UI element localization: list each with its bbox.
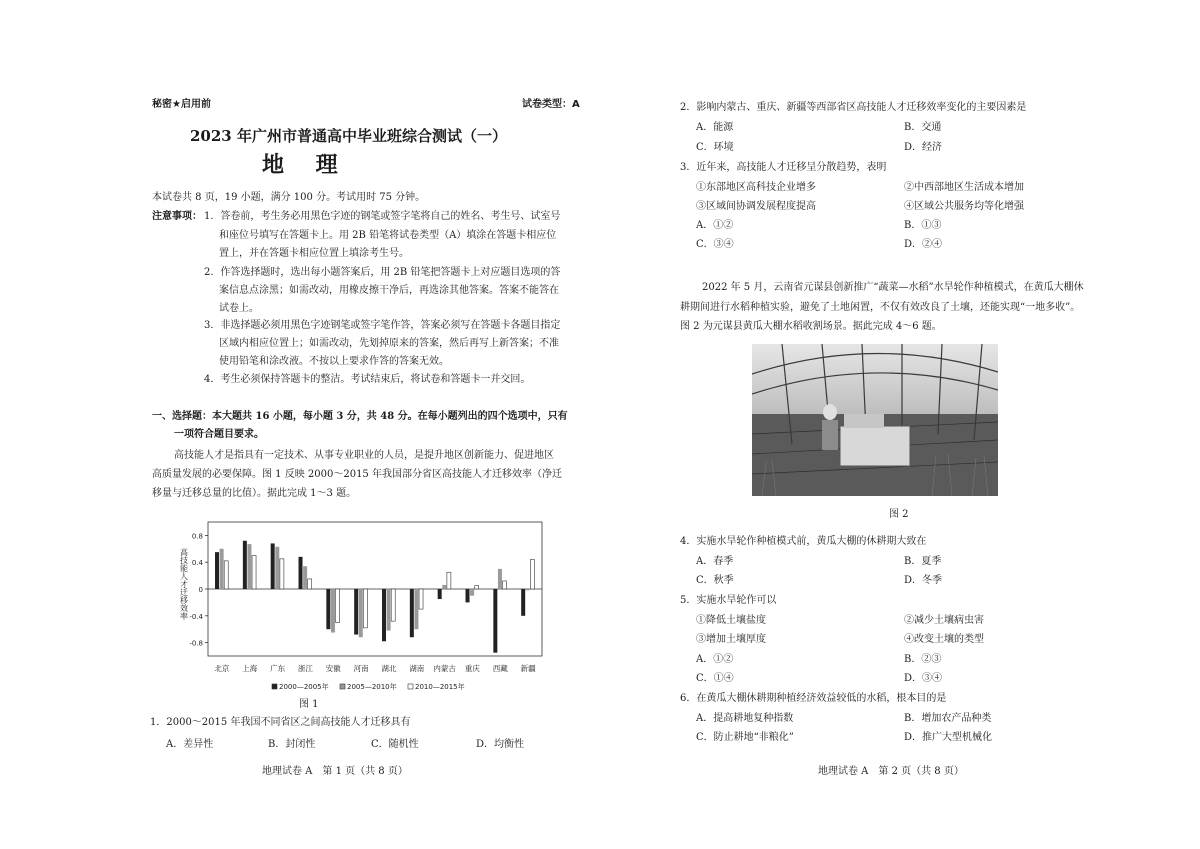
y-tick-label: 0 (198, 586, 203, 594)
q4-option-b: B．夏季 (904, 556, 942, 567)
bar-上海-series-3 (252, 556, 256, 590)
bar-上海-series-2 (247, 544, 251, 589)
note-line: 区域内相应位置上；如需改动，先划掉原来的答案，然后再写上新答案；不准 (219, 338, 559, 349)
q5-option-d: D．③④ (904, 673, 943, 684)
legend-swatch (408, 684, 413, 689)
bar-广东-series-1 (271, 543, 275, 589)
bar-广东-series-3 (280, 559, 284, 589)
note-line: 使用铅笔和涂改液。不按以上要求作答的答案无效。 (219, 356, 449, 367)
question-5: 5．实施水旱轮作可以 (680, 595, 777, 606)
question-6: 6．在黄瓜大棚休耕期种植经济效益较低的水稻，根本目的是 (680, 693, 947, 704)
bar-湖北-series-1 (382, 589, 386, 641)
y-tick-label: 0.8 (191, 532, 203, 541)
bar-湖南-series-3 (419, 589, 423, 609)
q6-option-c: C．防止耕地“非粮化” (696, 732, 794, 743)
bar-北京-series-2 (220, 549, 224, 589)
question-1: 1．2000～2015 年我国不同省区之间高技能人才迁移具有 (150, 717, 411, 728)
q3-option-b: B．①③ (904, 220, 942, 231)
passage-line: 高技能人才是指具有一定技术、从事专业职业的人员，是提升地区创新能力、促进地区 (174, 450, 554, 461)
note-line: 置上，并在答题卡相应位置上填涂考生号。 (219, 248, 409, 259)
figure-1-caption: 图 1 (299, 699, 319, 710)
passage-line: 2022 年 5 月，云南省元谋县创新推广“蔬菜—水稻”水旱轮作种植模式，在黄瓜大棚休 (702, 282, 1084, 293)
note-line: 案信息点涂黑；如需改动，用橡皮擦干净后，再选涂其他答案。答案不能答在 (219, 285, 559, 296)
q1-option-b: B．封闭性 (268, 739, 316, 750)
q3-item-2: ②中西部地区生活成本增加 (904, 182, 1024, 193)
q5-option-a: A．①② (696, 654, 734, 665)
q3-option-a: A．①② (696, 220, 734, 231)
q4-option-a: A．春季 (696, 556, 734, 567)
note-line: 和座位号填写在答题卡上。用 2B 铅笔将试卷类型（A）填涂在答题卡相应位 (219, 230, 557, 241)
category-label: 新疆 (520, 664, 536, 673)
note-line: 4．考生必须保持答题卡的整洁。考试结束后，将试卷和答题卡一并交回。 (204, 374, 531, 385)
legend-swatch (272, 684, 277, 689)
bar-内蒙古-series-2 (442, 585, 446, 589)
bar-新疆-series-3 (530, 560, 534, 589)
category-label: 上海 (242, 664, 258, 673)
q2-option-b: B．交通 (904, 122, 942, 133)
bar-新疆-series-1 (521, 589, 525, 616)
category-label: 浙江 (297, 664, 313, 673)
q1-option-c: C．随机性 (371, 739, 419, 750)
q5-option-c: C．①④ (696, 673, 734, 684)
bar-内蒙古-series-3 (447, 572, 451, 589)
bar-西藏-series-2 (498, 569, 502, 589)
passage-line: 移量与迁移总量的比值）。据此完成 1～3 题。 (152, 488, 357, 499)
confidential-mark: 秘密★启用前 (152, 99, 211, 110)
y-tick-label: -0.8 (189, 639, 203, 648)
bar-重庆-series-3 (475, 586, 479, 589)
bar-内蒙古-series-1 (438, 589, 442, 599)
q3-option-d: D．②④ (904, 239, 943, 250)
passage-line: 耕期间进行水稻种植实验，避免了土地闲置，不仅有效改良了土壤，还能实现“一地多收”。 (680, 302, 1081, 313)
q5-item-3: ③增加土壤厚度 (696, 634, 766, 645)
q3-item-1: ①东部地区高科技企业增多 (696, 182, 816, 193)
bar-北京-series-1 (215, 552, 219, 589)
passage-line: 图 2 为元谋县黄瓜大棚水稻收割场景。据此完成 4～6 题。 (680, 321, 942, 332)
bar-新疆-series-2 (526, 589, 530, 590)
page-footer: 地理试卷 A 第 1 页（共 8 页） (262, 766, 408, 777)
chart-legend (272, 682, 465, 691)
category-label: 北京 (214, 664, 230, 673)
question-2: 2．影响内蒙古、重庆、新疆等西部省区高技能人才迁移效率变化的主要因素是 (680, 102, 1027, 113)
q6-option-b: B．增加农产品种类 (904, 713, 992, 724)
category-label: 湖北 (381, 664, 397, 673)
category-label: 广东 (270, 664, 286, 673)
q5-item-2: ②减少土壤病虫害 (904, 615, 984, 626)
q3-item-4: ④区域公共服务均等化增强 (904, 201, 1024, 212)
bar-湖南-series-1 (410, 589, 414, 637)
bar-安徽-series-1 (326, 589, 330, 629)
y-tick-label: -0.4 (189, 612, 203, 621)
legend-label: 2000—2005年 (279, 683, 329, 691)
legend-label: 2010—2015年 (415, 683, 465, 691)
passage-line: 高质量发展的必要保障。图 1 反映 2000～2015 年我国部分省区高技能人才迁移效率（净迁 (152, 469, 562, 480)
bar-安徽-series-2 (331, 589, 335, 633)
question-4: 4．实施水旱轮作种植模式前，黄瓜大棚的休耕期大致在 (680, 536, 927, 547)
bar-重庆-series-2 (470, 589, 474, 596)
migration-efficiency-chart (170, 518, 560, 696)
q5-item-1: ①降低土壤盐度 (696, 615, 766, 626)
category-label: 河南 (353, 664, 369, 673)
page-footer: 地理试卷 A 第 2 页（共 8 页） (818, 766, 964, 777)
bar-北京-series-3 (224, 561, 228, 589)
bar-西藏-series-1 (493, 589, 497, 653)
greenhouse-photo (752, 344, 998, 496)
bar-安徽-series-3 (336, 589, 340, 623)
q6-option-a: A．提高耕地复种指数 (696, 713, 794, 724)
legend-swatch (340, 684, 345, 689)
category-label: 安徽 (325, 664, 341, 673)
bar-浙江-series-3 (308, 579, 312, 589)
q4-option-d: D．冬季 (904, 575, 943, 586)
section-heading-cont: 一项符合题目要求。 (174, 429, 264, 440)
bar-上海-series-1 (243, 541, 247, 589)
note-line: 2．作答选择题时，选出每小题答案后，用 2B 铅笔把答题卡上对应题目选项的答 (204, 267, 561, 278)
paper-type: 试卷类型：A (522, 99, 580, 110)
bar-浙江-series-1 (299, 557, 303, 589)
q5-option-b: B．②③ (904, 654, 942, 665)
bar-湖北-series-3 (391, 589, 395, 621)
category-label: 重庆 (464, 664, 480, 673)
bar-湖北-series-2 (387, 589, 391, 631)
q3-option-c: C．③④ (696, 239, 734, 250)
q2-option-d: D．经济 (904, 142, 943, 153)
note-line: 3．非选择题必须用黑色字迹钢笔或签字笔作答，答案必须写在答题卡各题目指定 (204, 320, 561, 331)
q2-option-c: C．环境 (696, 142, 734, 153)
q2-option-a: A．能源 (696, 122, 734, 133)
figure-2-caption: 图 2 (889, 509, 909, 520)
bar-西藏-series-3 (503, 581, 507, 589)
section-heading: 一、选择题：本大题共 16 小题，每小题 3 分，共 48 分。在每小题列出的四个选项中，只有 (152, 411, 568, 422)
bar-重庆-series-1 (466, 589, 470, 602)
q3-item-3: ③区域间协调发展程度提高 (696, 201, 816, 212)
q6-option-d: D．推广大型机械化 (904, 732, 993, 743)
note-line: 1．答卷前，考生务必用黑色字迹的钢笔或签字笔将自己的姓名、考生号、试室号 (204, 211, 561, 222)
q1-option-d: D．均衡性 (476, 739, 525, 750)
bar-浙江-series-2 (303, 566, 307, 589)
notes-label: 注意事项： (152, 211, 202, 222)
bar-湖南-series-2 (414, 589, 418, 629)
y-tick-label: 0.4 (191, 559, 203, 568)
q5-item-4: ④改变土壤的类型 (904, 634, 984, 645)
y-axis-label: 高技能人才迁移效率 (179, 548, 189, 620)
category-label: 西藏 (492, 664, 508, 673)
category-label: 湖南 (409, 664, 425, 673)
bar-广东-series-2 (275, 547, 279, 589)
q4-option-c: C．秋季 (696, 575, 734, 586)
q1-option-a: A．差异性 (166, 739, 214, 750)
subject-title: 地 理 (262, 153, 350, 178)
bar-河南-series-2 (359, 589, 363, 637)
question-3: 3．近年来，高技能人才迁移呈分散趋势，表明 (680, 162, 887, 173)
bar-河南-series-3 (363, 589, 367, 628)
bar-河南-series-1 (354, 589, 358, 635)
category-label: 内蒙古 (433, 664, 456, 673)
legend-label: 2005—2010年 (347, 683, 397, 691)
exam-title: 2023 年广州市普通高中毕业班综合测试（一） (190, 127, 507, 145)
intro-text: 本试卷共 8 页，19 小题，满分 100 分。考试用时 75 分钟。 (152, 192, 426, 203)
note-line: 试卷上。 (219, 303, 259, 314)
